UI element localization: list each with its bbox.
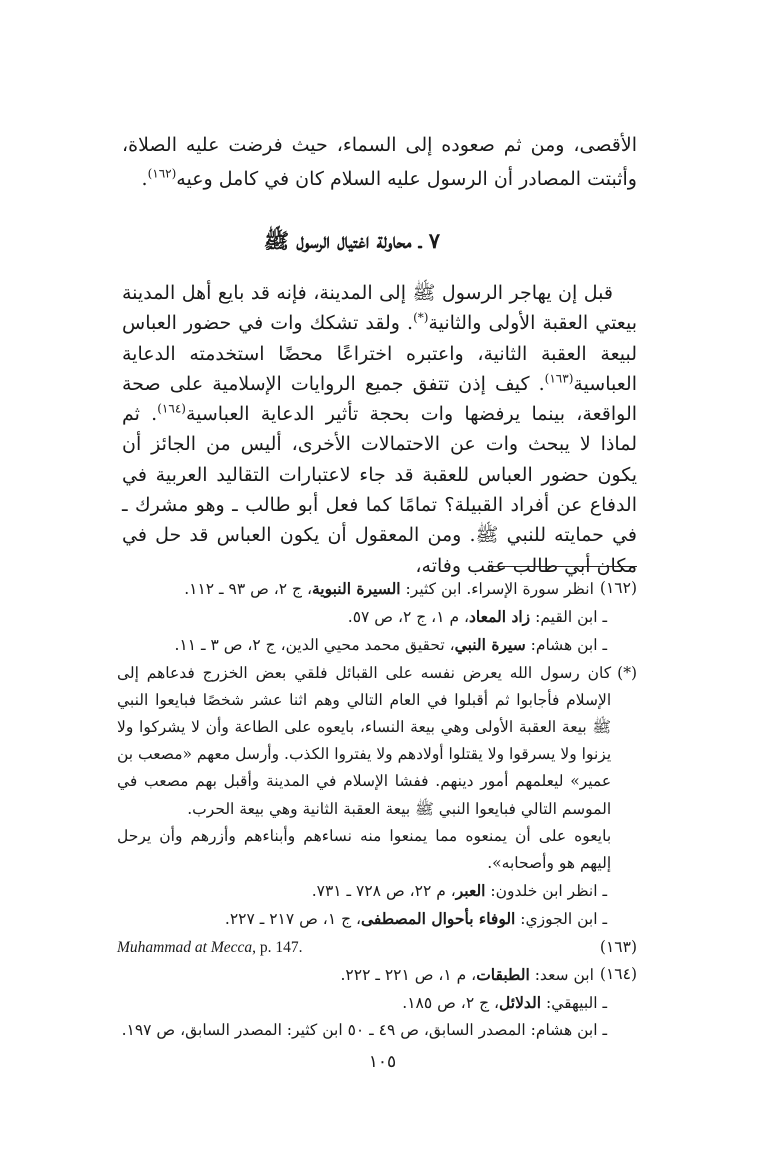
body-text-part3: . كيف إذن تتفق جميع الروايات الإسلامية على صحة الواقعة، بينما يرفضها وات بحجة تأثير الدعاية العباسية: [122, 372, 638, 426]
footnote-book-title: السيرة النبوية: [312, 579, 401, 598]
body-text-part1: قبل إن يهاجر الرسول ﷺ إلى المدينة، فإنه قد بايع أهل المدينة بيعتي العقبة الأولى والثانية: [122, 282, 637, 335]
footnote-162: [117, 575, 637, 603]
footnote-book-title: سيرة النبي: [454, 635, 526, 655]
footnote-post: ، ج ٢، ص ٩٣ ـ ١١٢.: [184, 580, 312, 598]
footnote-book-title: زاد المعاد: [468, 607, 531, 627]
footnote-162-source-a: [117, 603, 637, 631]
footnote-post: ، م ٢٢، ص ٧٢٨ ـ ٧٣١.: [311, 882, 456, 901]
footnote-star: [117, 660, 637, 878]
footnote-post: ، م ١، ج ٢، ص ٥٧.: [347, 608, 469, 627]
footnote-162-source-b: [117, 631, 637, 659]
footnote-star-text-2: بايعوه على أن يمنعوه مما يمنعوا منه نساءهم وأبناءهم وأزرهم وأن يرحل إليهم هو وأصحابه».: [117, 826, 612, 873]
footnote-pre: ابن سعد:: [529, 965, 594, 984]
footnote-latin-post: , p. 147.: [252, 938, 303, 956]
footnote-star-source-a: [117, 877, 637, 905]
intro-text: الأقصى، ومن ثم صعوده إلى السماء، حيث فرضت عليه الصلاة، وأثبتت المصادر أن الرسول عليه السلام كان في كامل وعيه: [122, 134, 637, 190]
footnote-164: [117, 961, 637, 989]
body-text-part4: . ثم لماذا لا يبحث وات عن الاحتمالات الأخرى، أليس من الجائز أن يكون حضور العباس للعقبة قد جاء لاعتبارات التقاليد العربية في الدفاع عن أفراد القبيلة؟ تمامًا كما فعل أبو طالب ـ وهو مشرك ـ في حمايته للنبي ﷺ. ومن المعقول أن يكون العباس قد حل في مكان أبي طالب عقب وفاته،: [122, 403, 637, 577]
footnote-number: (١٦٢): [599, 579, 637, 597]
footnote-post: ، ج ١، ص ٢١٧ ـ ٢٢٧.: [224, 910, 362, 929]
footnotes-section: [117, 575, 637, 1044]
intro-period: .: [141, 168, 148, 190]
footnote-book-title: الطبقات: [476, 964, 530, 984]
footnote-ref-163: (١٦٣): [544, 371, 574, 386]
body-paragraph: [122, 278, 637, 581]
footnote-ref-star: (*): [413, 310, 429, 325]
footnote-book-title: الوفاء بأحوال المصطفى: [361, 909, 516, 929]
footnote-164-source-a: [117, 989, 637, 1017]
footnote-book-title: العبر: [455, 881, 486, 901]
footnote-number: (١٦٤): [599, 964, 637, 983]
footnote-star-text: كان رسول الله يعرض نفسه على القبائل فلقي بعض الخزرج فدعاهم إلى الإسلام فأجابوا ثم أقبلوا في العام التالي وهم اثنا عشر شخصًا فبايعوا النبي ﷺ بيعة العقبة الأولى وهي بيعة النساء، بايعوه على الطاعة وأن لا يشركوا ولا يزنوا ولا يسرقوا ولا يقتلوا أولادهم ولا يفتروا الكذب. وأرسل معهم «مصعب بن عمير» ليعلمهم أمور دينهم. ففشا الإسلام في المدينة وأقبل بهم مصعب في الموسم التالي فبايعوا النبي ﷺ بيعة العقبة الثانية وهي بيعة الحرب.: [117, 663, 612, 818]
footnote-163: [117, 934, 637, 961]
section-heading: ٧ ـ محاولة اغتيال الرسول ﷺ: [263, 228, 440, 253]
footnote-star-source-b: [117, 905, 637, 933]
footnote-ref-162: (١٦٢): [147, 166, 177, 181]
page-number: ١٠٥: [368, 1052, 397, 1072]
footnote-post: ، م ١، ص ٢٢١ ـ ٢٢٢.: [340, 965, 477, 984]
footnote-post: ، ج ٢، ص ١٨٥.: [402, 994, 500, 1013]
footnote-pre: ـ ابن هشام:: [525, 636, 607, 655]
footnote-164-source-b: ـ ابن هشام: المصدر السابق، ص ٤٩ ـ ٥٠ ابن كثير: المصدر السابق، ص ١٩٧.: [121, 1021, 607, 1040]
footnote-ref-164: (١٦٤): [157, 401, 186, 416]
footnote-text: [117, 660, 611, 878]
footnote-book-title: الدلائل: [499, 993, 542, 1013]
footnote-post: ، تحقيق محمد محيي الدين، ج ٢، ص ٣ ـ ١١.: [174, 636, 455, 655]
intro-paragraph: [122, 128, 637, 196]
footnote-latin-title: Muhammad at Mecca: [117, 938, 253, 956]
footnote-number: (١٦٣): [599, 937, 637, 956]
footnote-pre: انظر سورة الإسراء. ابن كثير:: [400, 580, 594, 598]
footnote-pre: ـ انظر ابن خلدون:: [485, 882, 607, 901]
footnote-separator: [489, 566, 637, 567]
body-text-part2: . ولقد تشكك وات في حضور العباس لبيعة العقبة الثانية، واعتبره اختراعًا محضًا استخدمته الدعاية العباسية: [122, 312, 637, 395]
footnote-latin-citation: [117, 934, 303, 961]
footnote-pre: ـ ابن القيم:: [530, 608, 607, 627]
footnote-text: [117, 575, 594, 603]
footnote-pre: ـ ابن الجوزي:: [515, 910, 607, 929]
footnote-number: (*): [617, 663, 637, 682]
footnote-text: [117, 961, 594, 989]
footnote-pre: ـ البيهقي:: [541, 994, 607, 1013]
